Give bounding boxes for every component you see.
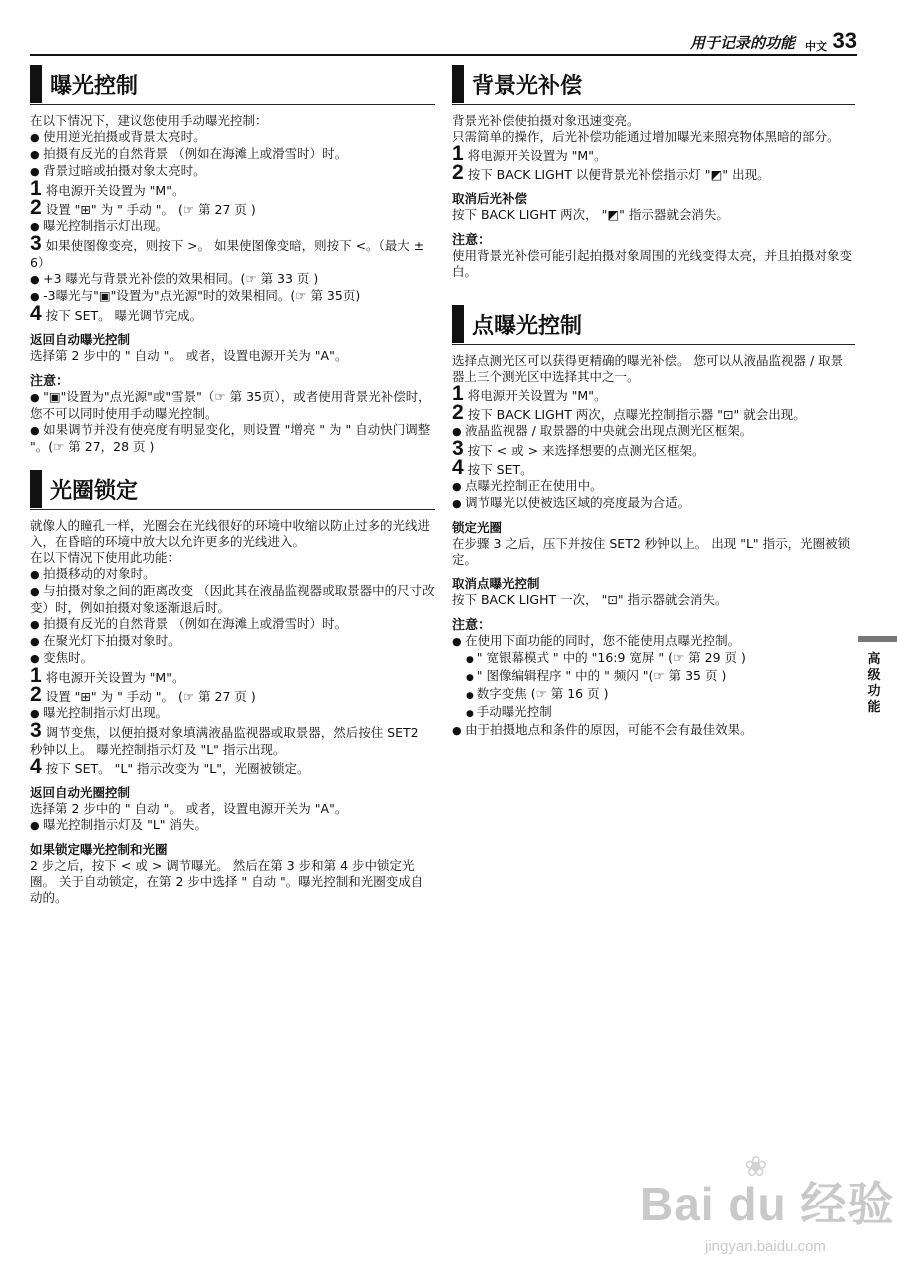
step [452,161,855,184]
step-number: 2 [452,401,464,424]
section-title: 背景光补偿 [472,73,583,99]
section-heading [452,64,855,105]
body-text: 按下 BACK LIGHT 一次， "⊡" 指示器就会消失。 [452,592,728,607]
list-item: ● 曝光控制指示灯出现。 [30,218,435,235]
body-text: 2 步之后，按下 < 或 > 调节曝光。 然后在第 3 步和第 4 步中锁定光圈。 关于自动锁定，在第 2 步中选择 " 自动 "。曝光控制和光圈变成自动的。 [30,858,424,905]
step-text: 按下 < 或 > 来选择想要的点测光区框架。 [467,443,705,458]
section-title: 曝光控制 [50,73,139,99]
section-heading [30,64,435,105]
page-number: 33 [832,28,857,53]
side-tab-bar [858,636,897,642]
intro-text: 选择点测光区可以获得更精确的曝光补偿。 您可以从液晶监视器 / 取景器上三个测光区中选择其中之一。 [452,353,844,384]
spacer [30,455,435,469]
note-item: ● 在使用下面功能的同时，您不能使用点曝光控制。 [452,633,855,650]
section-bar [452,305,464,343]
step-text: 调节变焦，以便拍摄对象填满液晶监视器或取景器，然后按住 SET2 秒钟以上。 曝光控制指示灯及 "L" 指示出现。 [30,725,419,757]
paw-icon: ❀ [744,1150,768,1183]
step-text: 按下 SET。 曝光调节完成。 [45,308,203,323]
body-text: 按下 BACK LIGHT 两次， "◩" 指示器就会消失。 [452,207,729,222]
intro-text: 背景光补偿使拍摄对象迅速变亮。 [452,113,640,128]
section-title: 光圈锁定 [50,478,139,504]
body-text: 选择第 2 步中的 " 自动 "。 或者，设置电源开关为 "A"。 [30,801,348,816]
list-item: ● 使用逆光拍摄或背景太亮时。 [30,129,435,146]
intro-text: 就像人的瞳孔一样，光圈会在光线很好的环境中收缩以防止过多的光线进入，在昏暗的环境中放大以允许更多的光线进入。 [30,518,431,549]
side-tab-label: 高级功能 [867,652,881,715]
spacer [452,280,855,304]
step-number: 1 [30,664,42,687]
step-number: 3 [30,232,42,255]
list-item: ● 曝光控制指示灯出现。 [30,705,435,722]
step-number: 2 [30,683,42,706]
note-subitem: ● 数字变焦 (☞ 第 16 页 ) [452,686,855,704]
section-bar [30,65,42,103]
step [452,401,855,424]
step [30,664,435,687]
list-item: ● 曝光控制指示灯及 "L" 消失。 [30,817,435,834]
step-number: 1 [30,177,42,200]
step-text: 按下 BACK LIGHT 以便背景光补偿指示灯 "◩" 出现。 [467,167,770,182]
step-number: 4 [30,755,42,778]
step [452,382,855,405]
list-item: ● +3 曝光与背景光补偿的效果相同。(☞ 第 33 页 ) [30,271,435,288]
note-label: 注意： [452,233,492,248]
step-number: 1 [452,382,464,405]
list-item: ● 点曝光控制正在使用中。 [452,478,855,495]
list-item: ● 调节曝光以使被选区域的亮度最为合适。 [452,495,855,512]
header-title: 用于记录的功能 [689,34,795,52]
step [30,755,435,778]
step [452,142,855,165]
list-item: ● 拍摄有反光的自然背景 （例如在海滩上或滑雪时）时。 [30,616,435,633]
note-label: 注意： [452,618,492,633]
list-item: ● 变焦时。 [30,650,435,667]
subheading: 锁定光圈 [452,520,503,535]
intro-text: 在以下情况下，建议您使用手动曝光控制： [30,113,268,128]
body-text: 选择第 2 步中的 " 自动 "。 或者，设置电源开关为 "A"。 [30,348,348,363]
step [452,456,855,479]
header-lang: 中文 [805,40,827,53]
note-label: 注意： [30,374,70,389]
step-number: 3 [30,719,42,742]
right-column [452,64,855,739]
step-number: 4 [30,302,42,325]
step-number: 4 [452,456,464,479]
step-text: 按下 SET。 "L" 指示改变为 "L"，光圈被锁定。 [45,761,310,776]
note-subitem: ● " 图像编辑程序 " 中的 " 频闪 "(☞ 第 35 页 ) [452,668,855,686]
page-header [30,30,857,56]
section-bar [452,65,464,103]
step [452,437,855,460]
section-title: 点曝光控制 [472,313,583,339]
section-heading [30,469,435,510]
step-text: 将电源开关设置为 "M"。 [45,670,185,685]
subheading: 返回自动光圈控制 [30,785,131,800]
step [30,683,435,706]
step-text: 按下 SET。 [467,462,533,477]
step [30,177,435,200]
step-text: 按下 BACK LIGHT 两次，点曝光控制指示器 "⊡" 就会出现。 [467,407,806,422]
step-text: 将电源开关设置为 "M"。 [45,183,185,198]
intro-text: 只需简单的操作，后光补偿功能通过增加曝光来照亮物体黑暗的部分。 [452,129,840,144]
step [30,232,435,271]
step-text: 如果使图像变亮，则按下 >。 如果使图像变暗，则按下 <。（最大 ± 6） [30,238,425,270]
step-text: 设置 "⊞" 为 " 手动 "。 (☞ 第 27 页 ) [45,689,256,704]
list-item: ● -3曝光与"▣"设置为"点光源"时的效果相同。(☞ 第 35页) [30,288,435,305]
list-item: ● 液晶监视器 / 取景器的中央就会出现点测光区框架。 [452,423,855,440]
step [30,196,435,219]
note-text: 使用背景光补偿可能引起拍摄对象周围的光线变得太亮，并且拍摄对象变白。 [452,248,853,279]
step-number: 3 [452,437,464,460]
step [30,302,435,325]
left-column [30,64,435,906]
watermark-url: jingyan.baidu.com [705,1238,826,1255]
section-heading [452,304,855,345]
subheading: 返回自动曝光控制 [30,332,131,347]
watermark-brand: Bai du 经验 [640,1178,895,1230]
note-subitem: ● " 宽银幕模式 " 中的 "16:9 宽屏 " (☞ 第 29 页 ) [452,650,855,668]
subheading: 如果锁定曝光控制和光圈 [30,842,168,857]
note-item: ● "▣"设置为"点光源"或"雪景"（☞ 第 35页），或者使用背景光补偿时，您不可以同时使用手动曝光控制。 [30,389,435,422]
list-item: ● 拍摄移动的对象时。 [30,566,435,583]
step-text: 将电源开关设置为 "M"。 [467,388,607,403]
note-item: ● 由于拍摄地点和条件的原因，可能不会有最佳效果。 [452,722,855,739]
subheading: 取消点曝光控制 [452,576,540,591]
list-item: ● 在聚光灯下拍摄对象时。 [30,633,435,650]
step-text: 将电源开关设置为 "M"。 [467,148,607,163]
step [30,719,435,758]
note-subitem: ● 手动曝光控制 [452,704,855,722]
subheading: 取消后光补偿 [452,191,528,206]
step-number: 1 [452,142,464,165]
step-number: 2 [30,196,42,219]
list-item: ● 拍摄有反光的自然背景 （例如在海滩上或滑雪时）时。 [30,146,435,163]
list-item: ● 与拍摄对象之间的距离改变 （因此其在液晶监视器或取景器中的尺寸改变）时，例如拍摄对象逐渐退后时。 [30,583,435,616]
intro-text: 在以下情况下使用此功能： [30,550,181,565]
list-item: ● 背景过暗或拍摄对象太亮时。 [30,163,435,180]
body-text: 在步骤 3 之后，压下并按住 SET2 秒钟以上。 出现 "L" 指示，光圈被锁定。 [452,536,851,567]
note-item: ● 如果调节并没有使亮度有明显变化，则设置 "增亮 " 为 " 自动快门调整 "。(☞ 第 27，28 页 ) [30,422,435,455]
section-bar [30,470,42,508]
step-number: 2 [452,161,464,184]
step-text: 设置 "⊞" 为 " 手动 "。 (☞ 第 27 页 ) [45,202,256,217]
